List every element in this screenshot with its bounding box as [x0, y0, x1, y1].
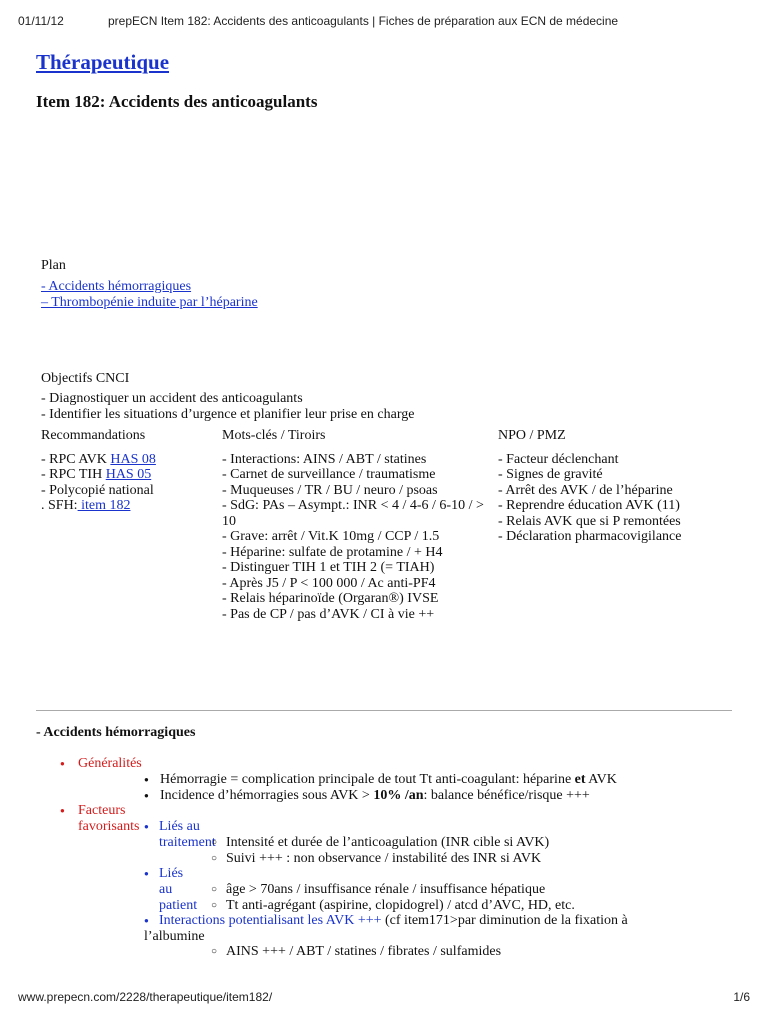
- facteurs-heading: ● Facteurs favorisants: [78, 803, 139, 835]
- npo-pmz-heading: NPO / PMZ: [498, 428, 566, 443]
- has-05-link[interactable]: HAS 05: [105, 467, 152, 482]
- mots-cles-heading: Mots-clés / Tiroirs: [222, 428, 326, 443]
- npo-item: - Reprendre éducation AVK (11): [498, 498, 680, 513]
- plan-link-accidents-hemorragiques[interactable]: - Accidents hémorragiques: [41, 279, 192, 294]
- objectives-label: Objectifs CNCI: [41, 371, 130, 386]
- objectives-list: [41, 391, 414, 423]
- plan-label: Plan: [41, 258, 66, 273]
- mots-cles-item: - Muqueuses / TR / BU / neuro / psoas: [222, 482, 438, 498]
- print-url: www.prepecn.com/2228/therapeutique/item182/: [18, 990, 273, 1004]
- print-date: 01/11/12: [18, 14, 64, 28]
- print-header: [18, 14, 750, 30]
- recommandations-heading: Recommandations: [41, 428, 146, 443]
- interactions-continuation: l’albumine: [144, 929, 205, 944]
- generalites-heading: ● Généralités: [78, 756, 142, 772]
- patient-item: ○ Tt anti-agrégant (aspirine, clopidogrel) / atcd d’AVC, HD, etc.: [226, 898, 575, 914]
- mots-cles-item: - Pas de CP / pas d’AVK / CI à vie ++: [222, 606, 435, 622]
- mots-cles-item: - Carnet de surveillance / traumatisme: [222, 467, 436, 482]
- npo-item: - Relais AVK que si P remontées: [498, 513, 681, 529]
- mots-cles-item: - Après J5 / P < 100 000 / Ac anti-PF4: [222, 575, 436, 591]
- traitement-item: ○ Suivi +++ : non observance / instabilité des INR si AVK: [226, 851, 541, 867]
- recommandation-item: - RPC TIH HAS 05: [41, 467, 152, 482]
- patient-subheading: ● Liés au patient: [159, 866, 197, 914]
- generalites-item: ● Incidence d’hémorragies sous AVK > 10% /an: balance bénéfice/risque +++: [160, 788, 590, 804]
- npo-pmz-column: [498, 428, 743, 545]
- sfh-item-182-link[interactable]: item 182: [77, 498, 131, 513]
- generalites-item: ● Hémorragie = complication principale de tout Tt anti-coagulant: héparine et AVK: [160, 772, 617, 788]
- npo-item: - Facteur déclenchant: [498, 451, 619, 467]
- mots-cles-item: - Relais héparinoïde (Orgaran®) IVSE: [222, 591, 439, 606]
- page-number: 1/6: [733, 990, 750, 1004]
- recommandations-column: [41, 428, 216, 514]
- print-footer: [18, 990, 750, 1006]
- mots-cles-item: - Grave: arrêt / Vit.K 10mg / CCP / 1.5: [222, 529, 440, 544]
- interactions-subheading: ● Interactions potentialisant les AVK +++ (cf item171>par diminution de la fixation à: [159, 913, 628, 929]
- recommandation-item: - Polycopié national: [41, 482, 154, 498]
- print-page-title: prepECN Item 182: Accidents des anticoagulants | Fiches de préparation aux ECN de médecine: [108, 14, 619, 28]
- mots-cles-item: - Héparine: sulfate de protamine / + H4: [222, 544, 443, 560]
- page-title: Item 182: Accidents des anticoagulants: [36, 92, 318, 111]
- mots-cles-item: - SdG: PAs – Asympt.: INR < 4 / 4-6 / 6-10 / > 10: [222, 498, 484, 529]
- objective-item: - Identifier les situations d’urgence et planifier leur prise en charge: [41, 407, 415, 422]
- interactions-item: ○ AINS +++ / ABT / statines / fibrates / sulfamides: [226, 944, 501, 960]
- traitement-subheading: ● Liés au traitement: [159, 819, 216, 851]
- plan-links: [41, 279, 258, 311]
- mots-cles-item: - Distinguer TIH 1 et TIH 2 (= TIAH): [222, 560, 435, 575]
- recommandation-item: . SFH: item 182: [41, 498, 131, 513]
- npo-item: - Arrêt des AVK / de l’héparine: [498, 482, 673, 498]
- category-link[interactable]: Thérapeutique: [36, 50, 170, 74]
- npo-item: - Déclaration pharmacovigilance: [498, 529, 682, 544]
- traitement-item: ○ Intensité et durée de l’anticoagulation (INR cible si AVK): [226, 835, 549, 851]
- objective-item: - Diagnostiquer un accident des anticoagulants: [41, 391, 303, 406]
- section-divider: [36, 710, 732, 711]
- plan-link-thrombopenie[interactable]: – Thrombopénie induite par l’héparine: [41, 295, 258, 310]
- section-title: - Accidents hémorragiques: [36, 725, 196, 740]
- recommandation-item: - RPC AVK HAS 08: [41, 451, 156, 467]
- has-08-link[interactable]: HAS 08: [110, 451, 156, 467]
- npo-item: - Signes de gravité: [498, 467, 603, 482]
- patient-item: ○ âge > 70ans / insuffisance rénale / insuffisance hépatique: [226, 882, 545, 898]
- mots-cles-column: [222, 428, 487, 622]
- mots-cles-item: - Interactions: AINS / ABT / statines: [222, 451, 427, 467]
